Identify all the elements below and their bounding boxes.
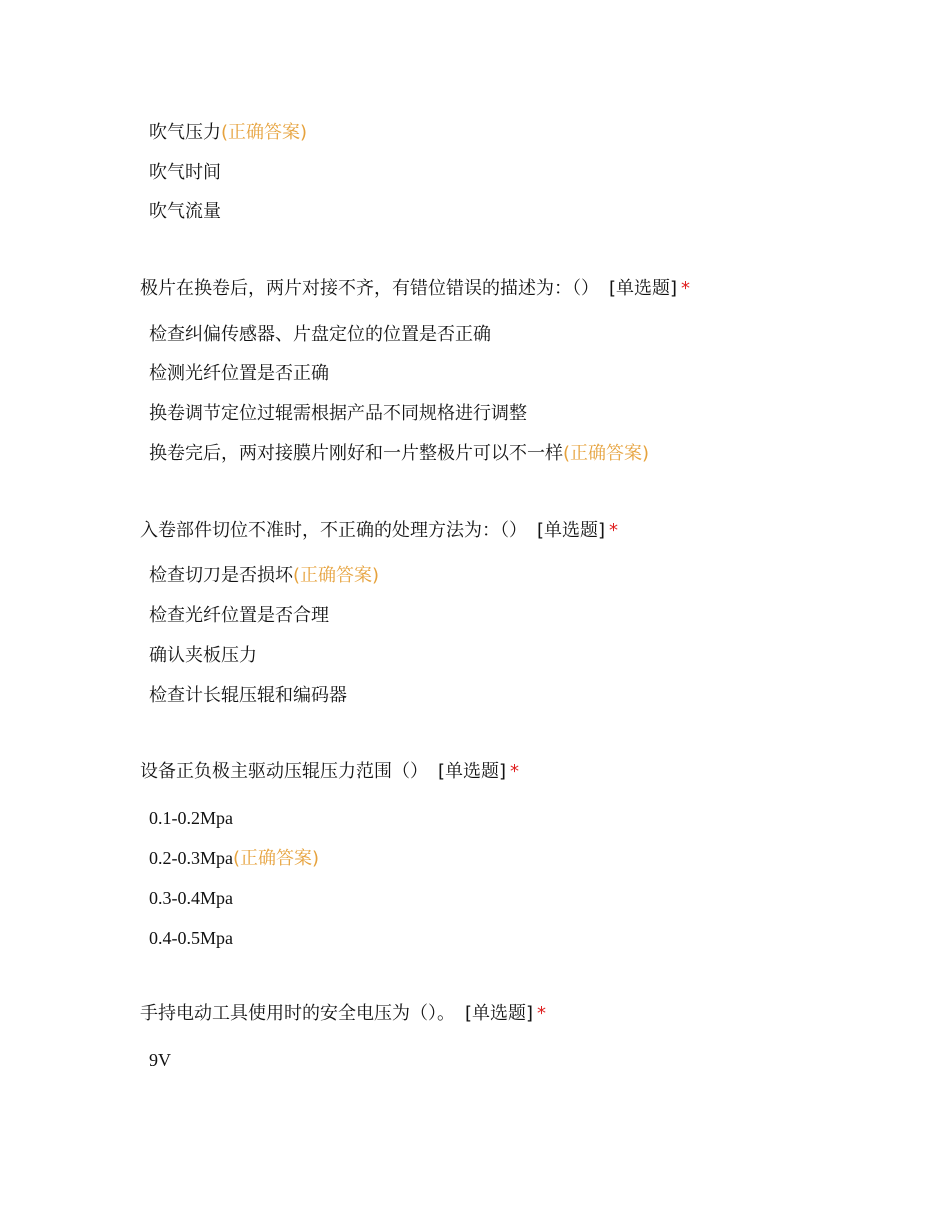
option-item [149, 684, 347, 708]
option-text: 0.4-0.5Mpa [149, 928, 233, 948]
question-type: [单选题] [537, 520, 606, 541]
correct-answer-tag: (正确答案) [563, 443, 650, 464]
option-item [149, 644, 257, 668]
correct-answer-tag: (正确答案) [293, 565, 380, 586]
option-item [149, 442, 649, 466]
option-text: 确认夹板压力 [149, 645, 257, 666]
option-item [149, 362, 329, 386]
option-text: 吹气时间 [149, 162, 221, 183]
option-item [149, 604, 329, 628]
required-mark: * [609, 520, 619, 541]
question-type: [单选题] [609, 278, 678, 299]
option-item [149, 886, 233, 910]
question-text: 极片在换卷后，两片对接不齐，有错位错误的描述为：（） [140, 278, 599, 299]
option-text: 换卷调节定位过辊需根据产品不同规格进行调整 [149, 403, 527, 424]
option-item [149, 564, 379, 588]
option-item [149, 806, 233, 830]
option-text: 检查纠偏传感器、片盘定位的位置是否正确 [149, 324, 491, 345]
required-mark: * [681, 278, 691, 299]
option-text: 0.2-0.3Mpa [149, 848, 233, 868]
option-text: 检查计长辊压辊和编码器 [149, 685, 347, 706]
question-title [140, 760, 519, 784]
question-title [140, 277, 690, 301]
option-item [149, 323, 491, 347]
question-text: 手持电动工具使用时的安全电压为（）。 [140, 1003, 455, 1024]
option-text: 9V [149, 1050, 171, 1070]
question-text: 设备正负极主驱动压辊压力范围（） [140, 761, 428, 782]
question-title [140, 1002, 546, 1026]
option-text: 检测光纤位置是否正确 [149, 363, 329, 384]
option-text: 吹气压力 [149, 122, 221, 143]
option-item [149, 926, 233, 950]
required-mark: * [537, 1003, 547, 1024]
option-item [149, 1048, 171, 1072]
option-item [149, 121, 307, 145]
option-text: 换卷完后，两对接膜片刚好和一片整极片可以不一样 [149, 443, 563, 464]
option-text: 0.1-0.2Mpa [149, 808, 233, 828]
option-text: 检查光纤位置是否合理 [149, 605, 329, 626]
required-mark: * [510, 761, 520, 782]
question-text: 入卷部件切位不准时，不正确的处理方法为：（） [140, 520, 527, 541]
question-type: [单选题] [438, 761, 507, 782]
question-type: [单选题] [465, 1003, 534, 1024]
option-text: 0.3-0.4Mpa [149, 888, 233, 908]
option-item [149, 161, 221, 185]
correct-answer-tag: (正确答案) [233, 848, 320, 869]
option-text: 检查切刀是否损坏 [149, 565, 293, 586]
question-title [140, 519, 618, 543]
option-item [149, 402, 527, 426]
option-text: 吹气流量 [149, 201, 221, 222]
correct-answer-tag: (正确答案) [221, 122, 308, 143]
option-item [149, 200, 221, 224]
option-item [149, 846, 319, 871]
